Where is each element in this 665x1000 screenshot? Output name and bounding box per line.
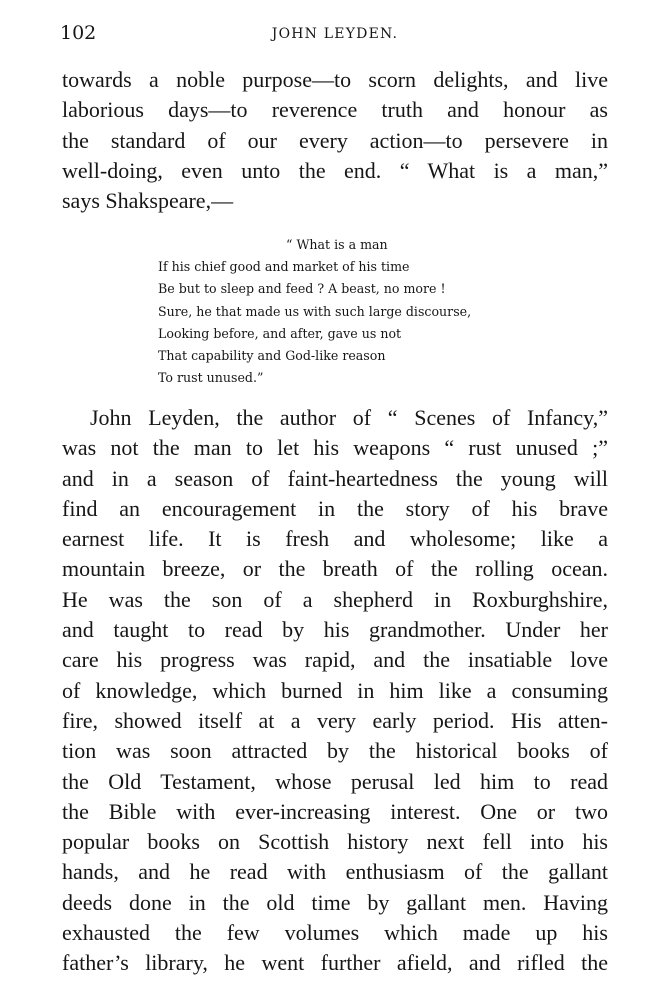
text-line: fire, showed itself at a very early period. His atten-: [62, 707, 608, 733]
running-title: JOHN LEYDEN.: [271, 26, 399, 42]
verse-line: If his chief good and market of his time: [158, 259, 410, 275]
text-line: the Bible with ever-increasing interest. One or two: [62, 798, 608, 824]
text-line: deeds done in the old time by gallant men. Having: [62, 889, 608, 915]
text-line: John Leyden, the author of “ Scenes of Infancy,”: [90, 405, 608, 430]
text-line: the standard of our every action—to persevere in: [62, 127, 608, 153]
text-line: of knowledge, which burned in him like a consuming: [62, 677, 608, 703]
page-number: 102: [60, 22, 97, 44]
verse-line: “ What is a man: [286, 237, 388, 252]
intro-paragraph: [62, 65, 608, 216]
verse-line: That capability and God-like reason: [158, 348, 386, 364]
text-line: care his progress was rapid, and the insatiable love: [62, 647, 608, 673]
text-line: and taught to read by his grandmother. Under her: [62, 617, 608, 643]
verse-line: Looking before, and after, gave us not: [158, 325, 402, 341]
running-head: [60, 20, 610, 50]
text-line: tion was soon attracted by the historical books of: [62, 738, 608, 764]
text-line: find an encouragement in the story of his brave: [62, 495, 608, 521]
text-line: hands, and he read with enthusiasm of the gallant: [62, 859, 608, 885]
verse-quotation: [158, 234, 558, 389]
verse-line: Be but to sleep and feed ? A beast, no more !: [158, 281, 446, 297]
text-line: towards a noble purpose—to scorn delights, and live: [62, 67, 608, 92]
text-line: laborious days—to reverence truth and honour as: [62, 97, 608, 123]
text-line: popular books on Scottish history next fell into his: [62, 829, 608, 855]
verse-line: To rust unused.”: [158, 370, 264, 386]
text-line: and in a season of faint-heartedness the young will: [62, 465, 608, 491]
text-line: exhausted the few volumes which made up his: [62, 920, 608, 946]
text-line: He was the son of a shepherd in Roxburghshire,: [62, 586, 608, 612]
main-paragraph: [62, 403, 608, 979]
text-line: was not the man to let his weapons “ rust unused ;”: [62, 435, 608, 461]
verse-line: Sure, he that made us with such large discourse,: [158, 303, 472, 319]
text-line: says Shakspeare,—: [62, 188, 234, 214]
text-line: father’s library, he went further afield, and rifled the: [62, 950, 608, 976]
text-line: mountain breeze, or the breath of the rolling ocean.: [62, 556, 608, 582]
text-line: earnest life. It is fresh and wholesome; like a: [62, 526, 608, 552]
text-line: the Old Testament, whose perusal led him to read: [62, 768, 608, 794]
text-line: well-doing, even unto the end. “ What is a man,”: [62, 157, 608, 183]
